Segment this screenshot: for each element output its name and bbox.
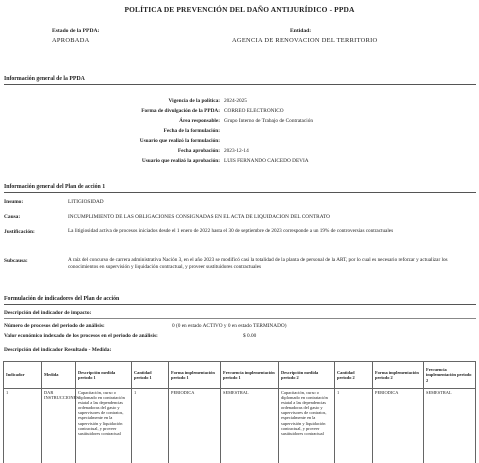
justificacion-label: Justificación:	[4, 229, 35, 235]
page-title: POLÍTICA DE PREVENCIÓN DEL DAÑO ANTIJURÍDICO - PPDA	[124, 5, 355, 14]
info-label-area: Área responsable:	[179, 118, 220, 124]
column-header: Descripción medida periodo 1	[76, 362, 132, 389]
info-label-vigencia: Vigencia de la política:	[168, 98, 220, 104]
info-label-usuario-aprobacion: Usuario que realizó la aprobación:	[141, 158, 220, 164]
insumo-label: Insumo:	[4, 199, 24, 205]
estado-label: Estado de la PPDA:	[52, 28, 100, 34]
desc1-text: Capacitación, curso o diplomado en contratación estatal a las dependencias ordenadoras del gasto y supervisores de contratos, especialmente en la supervisión y liquidación contractual, y proveer sustituidores contractual	[78, 390, 125, 436]
info-value-divulgacion: CORREO ELECTRONICO	[224, 108, 284, 114]
info-value-usuario-aprobacion: LUIS FERNANDO CAICEDO DEVIA	[224, 158, 309, 164]
num-procesos-label: Número de procesos del periodo de análisis:	[4, 323, 105, 329]
info-label-fecha-aprobacion: Fecha aprobación:	[177, 148, 220, 154]
num-procesos-value: 0 (0 en estado ACTIVO y 0 en estado TERMINADO)	[172, 323, 287, 329]
column-header: Forma implementación periodo 2	[373, 362, 424, 389]
table-cell: 1	[335, 389, 373, 463]
table-cell	[76, 389, 132, 463]
entidad-label: Entidad:	[290, 28, 312, 34]
table-cell	[279, 389, 335, 463]
column-header: Frecuencia implementación periodo 2	[424, 362, 476, 389]
section-divider	[4, 304, 476, 305]
table-cell	[42, 389, 79, 463]
info-label-fecha-formulacion: Fecha de la formulación:	[163, 128, 220, 134]
table-cell: 1	[132, 389, 169, 463]
table-row	[4, 389, 476, 463]
section-divider	[4, 192, 476, 193]
info-value-area: Grupo Interno de Trabajo de Contratación	[224, 118, 313, 124]
table-header-row	[4, 362, 476, 389]
subcausa-value: A raíz del concurso de carrera administrativa Nación 3, en el año 2023 se modificó casi la totalidad de la planta de personal de la ART, por lo cual es necesario reforzar y actualizar los conocimientos en supervisión y liquidación contractual, y proveer sustituidores contractuales	[68, 257, 448, 271]
indicadores-table	[3, 361, 476, 463]
table-cell: 1	[4, 389, 42, 463]
column-header: Cantidad periodo 2	[335, 362, 373, 389]
medida-text: DAR INSTRUCCIONES	[44, 390, 79, 401]
column-header: Medida	[42, 362, 76, 389]
column-header: Frecuencia implementación periodo 1	[221, 362, 279, 389]
info-label-divulgacion: Forma de divulgación de la PPDA:	[141, 108, 220, 114]
table-cell: PERIODICA	[169, 389, 221, 463]
section-heading-plan-accion: Información general del Plan de acción 1	[4, 184, 106, 190]
causa-value: INCUMPLIMIENTO DE LAS OBLIGACIONES CONSIGNADAS EN EL ACTA DE LIQUIDACION DEL CONTRATO	[68, 214, 330, 220]
justificacion-value: La litigiosidad activa de procesos iniciados desde el 1 enero de 2022 hasta el 30 de septiembre de 2023 corresponde a un 19% de controversias contractuales	[68, 228, 394, 234]
subcausa-label: Subcausa:	[4, 258, 28, 264]
resultado-label: Descripción del indicador Resultado - Medida:	[4, 347, 112, 353]
section-divider	[4, 318, 476, 319]
column-header: Indicador	[4, 362, 42, 389]
entidad-value: AGENCIA DE RENOVACION DEL TERRITORIO	[232, 37, 378, 44]
table-cell: SEMESTRAL	[221, 389, 279, 463]
info-value-fecha-aprobacion: 2023-12-14	[224, 148, 249, 154]
column-header: Cantidad periodo 1	[132, 362, 169, 389]
table-cell: PERIODICA	[373, 389, 424, 463]
insumo-value: LITIGIOSIDAD	[68, 199, 104, 205]
causa-label: Causa:	[4, 214, 21, 220]
valor-label: Valor económico indexado de los procesos en el periodo de análisis:	[4, 333, 158, 339]
info-value-vigencia: 2024-2025	[224, 98, 247, 104]
desc2-text: Capacitación, curso o diplomado en contratación estatal a las dependencias ordenadoras del gasto y supervisores de contratos, especialmente en la supervisión y liquidación contractual, y proveer sustituidores contractual	[281, 390, 328, 436]
section-heading-formulacion: Formulación de indicadores del Plan de acción	[4, 296, 120, 302]
column-header: Descripción medida periodo 2	[279, 362, 335, 389]
valor-value: $ 0.00	[243, 333, 257, 339]
info-label-usuario-formulacion: Usuario que realizó la formulación:	[139, 138, 220, 144]
table-cell: SEMESTRAL	[424, 389, 476, 463]
impacto-label: Descripción del indicador de impacto:	[4, 310, 92, 316]
section-heading-info-general: Información general de la PPDA	[4, 76, 85, 82]
estado-value: APROBADA	[52, 37, 90, 44]
section-divider	[4, 84, 476, 85]
column-header: Forma implementación periodo 1	[169, 362, 221, 389]
